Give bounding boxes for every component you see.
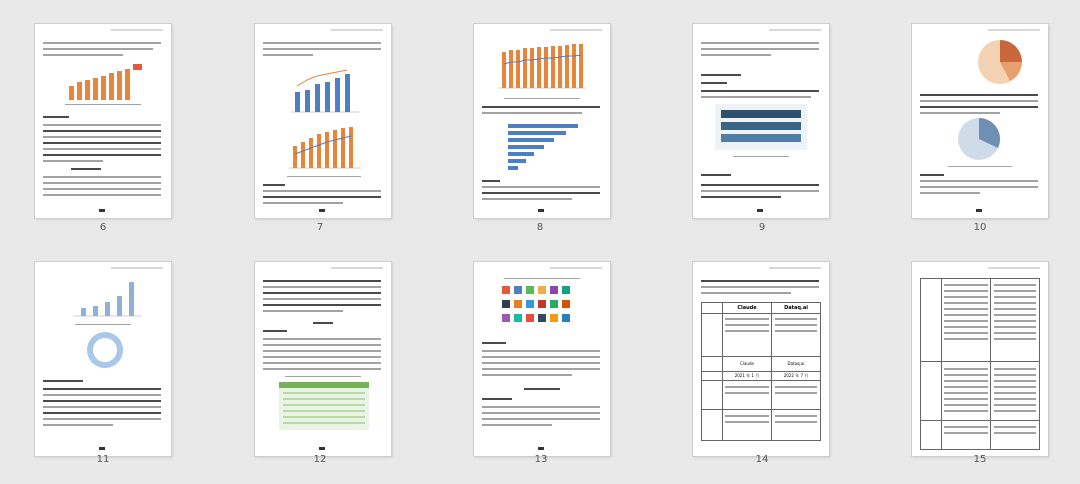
page-preview[interactable] bbox=[35, 24, 171, 218]
bar-chart bbox=[71, 276, 143, 320]
page-preview[interactable] bbox=[693, 24, 829, 218]
table-figure bbox=[279, 382, 369, 430]
comparison-table bbox=[701, 302, 821, 442]
table-cell: Claude bbox=[722, 356, 772, 372]
combo-chart bbox=[289, 62, 361, 118]
bar-chart bbox=[496, 38, 588, 94]
page-number: 14 bbox=[755, 454, 769, 465]
page-preview[interactable] bbox=[255, 262, 391, 456]
page-number: 13 bbox=[534, 454, 548, 465]
table-header-a: Claude bbox=[722, 302, 772, 314]
page-preview[interactable] bbox=[474, 262, 610, 456]
horizontal-bar-chart bbox=[508, 122, 588, 172]
page-number: 7 bbox=[316, 222, 324, 233]
pie-chart-2 bbox=[956, 116, 1002, 162]
table-cell: 2021 年 1 月 bbox=[722, 371, 772, 381]
table-cell: Dataq.ai bbox=[771, 356, 821, 372]
pie-chart bbox=[976, 38, 1024, 86]
page-preview[interactable] bbox=[693, 262, 829, 456]
page-number: 11 bbox=[96, 454, 110, 465]
page-preview[interactable] bbox=[474, 24, 610, 218]
logo-grid bbox=[500, 282, 586, 336]
bar-chart-2 bbox=[287, 124, 363, 174]
page-preview[interactable] bbox=[35, 262, 171, 456]
page-preview[interactable] bbox=[255, 24, 391, 218]
page-number: 15 bbox=[973, 454, 987, 465]
table-header-b: Dataq.ai bbox=[771, 302, 821, 314]
diagram bbox=[715, 104, 807, 150]
page-number: 12 bbox=[313, 454, 327, 465]
donut-chart bbox=[85, 330, 125, 370]
page-number: 6 bbox=[99, 222, 107, 233]
bar-chart bbox=[65, 64, 143, 100]
page-number: 10 bbox=[973, 222, 987, 233]
page-number: 9 bbox=[758, 222, 766, 233]
page-preview[interactable] bbox=[912, 262, 1048, 456]
page-number: 8 bbox=[536, 222, 544, 233]
table-cell: 2022 年 7 月 bbox=[771, 371, 821, 381]
page-preview[interactable] bbox=[912, 24, 1048, 218]
